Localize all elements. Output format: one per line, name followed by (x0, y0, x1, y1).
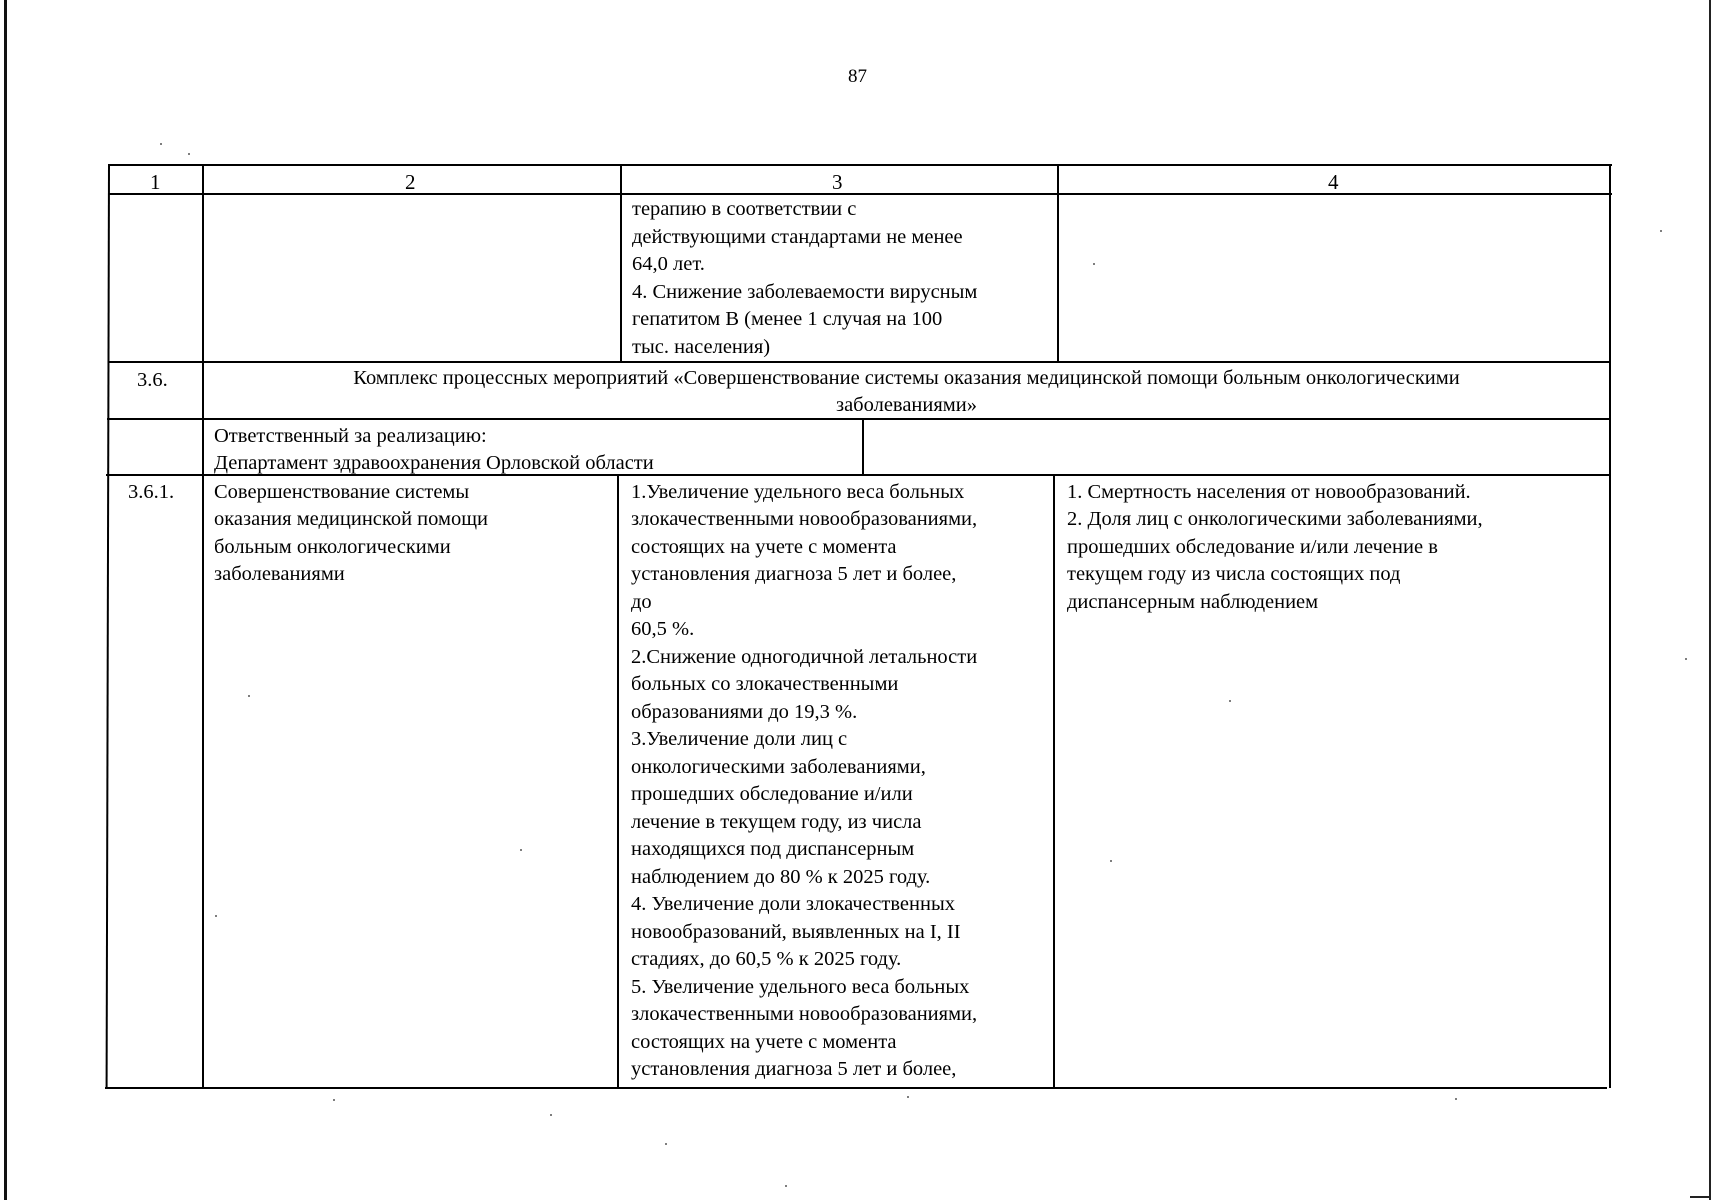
text-line: терапию в соответствии с (632, 198, 857, 220)
speck (665, 1143, 667, 1145)
text-line: онкологическими заболеваниями, (631, 756, 926, 778)
text-line: гепатитом В (менее 1 случая на 100 (632, 308, 943, 330)
table-bottom-border (105, 1087, 1607, 1089)
speck (1455, 1098, 1457, 1100)
text-line: оказания медицинской помощи (214, 508, 488, 530)
text-line: 4. Снижение заболеваемости вирусным (632, 281, 978, 303)
speck (520, 849, 522, 851)
responsible-value: Департамент здравоохранения Орловской области (214, 452, 654, 474)
responsible-split (862, 418, 864, 475)
text-line: заболеваниями (214, 563, 345, 585)
text-line: диспансерным наблюдением (1067, 591, 1319, 613)
text-line: лечение в текущем году, из числа (631, 811, 922, 833)
text-line: злокачественными новообразованиями, (631, 508, 978, 530)
page-number: 87 (848, 66, 867, 87)
text-line: 5. Увеличение удельного веса больных (631, 976, 970, 998)
speck (907, 1096, 909, 1098)
text-line: состоящих на учете с момента (631, 536, 897, 558)
col2-divider-top (620, 164, 622, 362)
speck (248, 695, 250, 697)
text-line: текущем году из числа состоящих под (1067, 563, 1401, 585)
col1-divider (202, 164, 204, 1088)
text-line: больных со злокачественными (631, 673, 899, 695)
text-line: стадиях, до 60,5 % к 2025 году. (631, 948, 902, 970)
speck (333, 1099, 335, 1101)
table-left-border (106, 164, 110, 1088)
text-line: находящихся под диспансерным (631, 838, 915, 860)
text-line: наблюдением до 80 % к 2025 году. (631, 866, 931, 888)
table-top-border (109, 164, 1612, 166)
text-line: больным онкологическими (214, 536, 451, 558)
text-line: 64,0 лет. (632, 253, 705, 275)
speck (160, 143, 162, 145)
text-line: 3.Увеличение доли лиц с (631, 728, 848, 750)
continuation-row-bottom-border (108, 361, 1611, 363)
header-col-4: 4 (1328, 170, 1339, 194)
scan-left-edge (4, 0, 7, 1200)
text-line: 60,5 %. (631, 618, 695, 640)
text-line: прошедших обследование и/или (631, 783, 913, 805)
speck (188, 153, 190, 155)
col2-divider-bottom (617, 474, 619, 1088)
item-number: 3.6.1. (128, 481, 175, 503)
text-line: тыс. населения) (632, 336, 771, 358)
speck (1229, 700, 1231, 702)
text-line: злокачественными новообразованиями, (631, 1003, 978, 1025)
col3-divider-bottom (1053, 474, 1055, 1088)
text-line: 2. Доля лиц с онкологическими заболеваниями, (1067, 508, 1483, 530)
text-line: состоящих на учете с момента (631, 1031, 897, 1053)
col3-divider-top (1057, 164, 1059, 362)
text-line: 1. Смертность населения от новообразований. (1067, 481, 1471, 503)
header-col-2: 2 (405, 170, 416, 194)
text-line: действующими стандартами не менее (632, 226, 963, 248)
section-title-line-1: Комплекс процессных мероприятий «Совершенствование системы оказания медицинской помощи больным онкологическими (353, 367, 1460, 389)
table-right-border (1609, 164, 1611, 1088)
responsible-label: Ответственный за реализацию: (214, 425, 487, 447)
speck (215, 915, 217, 917)
header-col-1: 1 (150, 170, 161, 194)
section-title-line-2: заболеваниями» (835, 394, 977, 416)
text-line: 1.Увеличение удельного веса больных (631, 481, 965, 503)
text-line: установления диагноза 5 лет и более, (631, 563, 957, 585)
text-line: новообразований, выявленных на I, II (631, 921, 961, 943)
text-line: 4. Увеличение доли злокачественных (631, 893, 955, 915)
text-line: образованиями до 19,3 %. (631, 701, 858, 723)
text-line: до (631, 591, 652, 613)
speck (1660, 230, 1662, 232)
text-line: Совершенствование системы (214, 481, 470, 503)
text-line: 2.Снижение одногодичной летальности (631, 646, 978, 668)
scan-right-edge (1709, 0, 1711, 1200)
speck (1685, 658, 1687, 660)
speck (785, 1185, 787, 1187)
text-line: установления диагноза 5 лет и более, (631, 1058, 957, 1080)
scan-bottom-edge (1690, 1196, 1711, 1198)
header-col-3: 3 (832, 170, 843, 194)
speck (1093, 263, 1095, 265)
header-bottom-border (109, 193, 1612, 195)
speck (1110, 860, 1112, 862)
section-number: 3.6. (137, 369, 168, 391)
text-line: прошедших обследование и/или лечение в (1067, 536, 1438, 558)
speck (550, 1114, 552, 1116)
